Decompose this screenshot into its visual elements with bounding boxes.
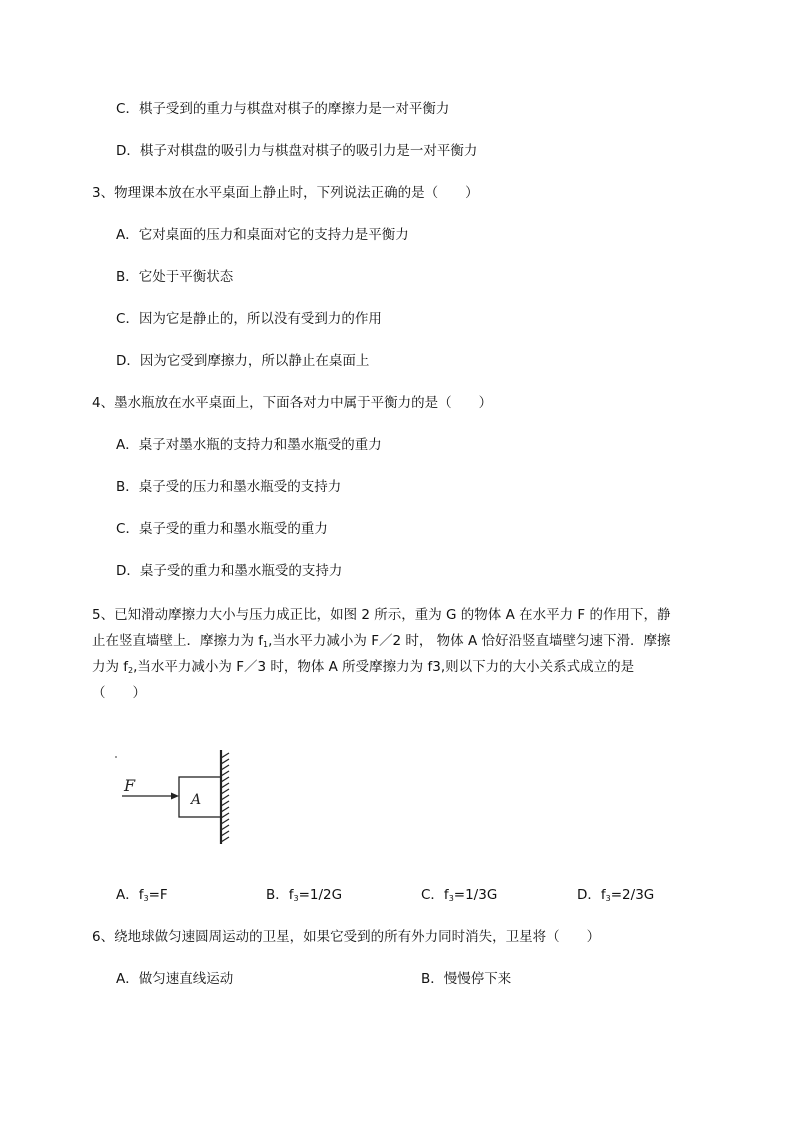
- q6-option-a: A．做匀速直线运动: [116, 971, 234, 987]
- wall-hatch-stroke: [221, 837, 229, 842]
- wall-hatch-stroke: [221, 759, 229, 764]
- wall-hatch-stroke: [221, 795, 229, 800]
- q6-stem: 6、绕地球做匀速圆周运动的卫星，如果它受到的所有外力同时消失，卫星将（ ）: [92, 929, 601, 945]
- q5-figure: [112, 745, 242, 850]
- wall-hatch-stroke: [221, 819, 229, 824]
- q3-option-d: D．因为它受到摩擦力，所以静止在桌面上: [116, 353, 370, 369]
- wall-hatch-stroke: [221, 771, 229, 776]
- q5-line-2: 止在竖直墙壁上．摩擦力为 $f_1$,当水平力减小为 F／2 时， 物体 A 恰好沿竖直墙壁匀速下滑．摩擦: [92, 633, 671, 649]
- q5-stem: [92, 602, 720, 706]
- q6-option-b: B．慢慢停下来: [421, 971, 512, 987]
- force-label: F: [124, 776, 136, 795]
- block-label: A: [191, 792, 202, 808]
- q5-option-a: A．$f_3=F$: [116, 887, 168, 903]
- wall-hatch-stroke: [221, 783, 229, 788]
- q5-line-1: 5、已知滑动摩擦力大小与压力成正比，如图 2 所示，重为 G 的物体 A 在水平力 F 的作用下，静: [92, 607, 671, 623]
- q5-option-c: C．$f_3=1/3G$: [421, 887, 498, 903]
- q4-stem: 4、墨水瓶放在水平桌面上，下面各对力中属于平衡力的是（ ）: [92, 395, 493, 411]
- q4-option-a: A．桌子对墨水瓶的支持力和墨水瓶受的重力: [116, 437, 382, 453]
- q3-stem: 3、物理课本放在水平桌面上静止时，下列说法正确的是（ ）: [92, 185, 479, 201]
- wall-hatch-stroke: [221, 807, 229, 812]
- wall-hatch-stroke: [221, 765, 229, 770]
- figure-speck: [115, 756, 117, 758]
- q3-option-b: B．它处于平衡状态: [116, 269, 234, 285]
- q2-option-c: C．棋子受到的重力与棋盘对棋子的摩擦力是一对平衡力: [116, 101, 450, 117]
- wall-hatch-stroke: [221, 789, 229, 794]
- q4-option-d: D．桌子受的重力和墨水瓶受的支持力: [116, 563, 343, 579]
- wall-hatching: [221, 753, 229, 842]
- wall-hatch-stroke: [221, 825, 229, 830]
- q4-option-c: C．桌子受的重力和墨水瓶受的重力: [116, 521, 328, 537]
- q5-line-4: （ ）: [92, 685, 146, 701]
- q5-option-d: D．$f_3=2/3G$: [577, 887, 655, 903]
- q3-option-a: A．它对桌面的压力和桌面对它的支持力是平衡力: [116, 227, 409, 243]
- q5-option-b: B．$f_3=1/2G$: [266, 887, 343, 903]
- wall-hatch-stroke: [221, 777, 229, 782]
- wall-hatch-stroke: [221, 813, 229, 818]
- wall-hatch-stroke: [221, 831, 229, 836]
- wall-hatch-stroke: [221, 801, 229, 806]
- q2-option-d: D．棋子对棋盘的吸引力与棋盘对棋子的吸引力是一对平衡力: [116, 143, 478, 159]
- q5-line-3: 力为 $f_2$,当水平力减小为 F／3 时，物体 A 所受摩擦力为 f3,则以下力的大小关系式成立的是: [92, 659, 635, 675]
- q4-option-b: B．桌子受的压力和墨水瓶受的支持力: [116, 479, 342, 495]
- q3-option-c: C．因为它是静止的，所以没有受到力的作用: [116, 311, 382, 327]
- wall-hatch-stroke: [221, 753, 229, 758]
- force-arrow-head: [171, 793, 179, 800]
